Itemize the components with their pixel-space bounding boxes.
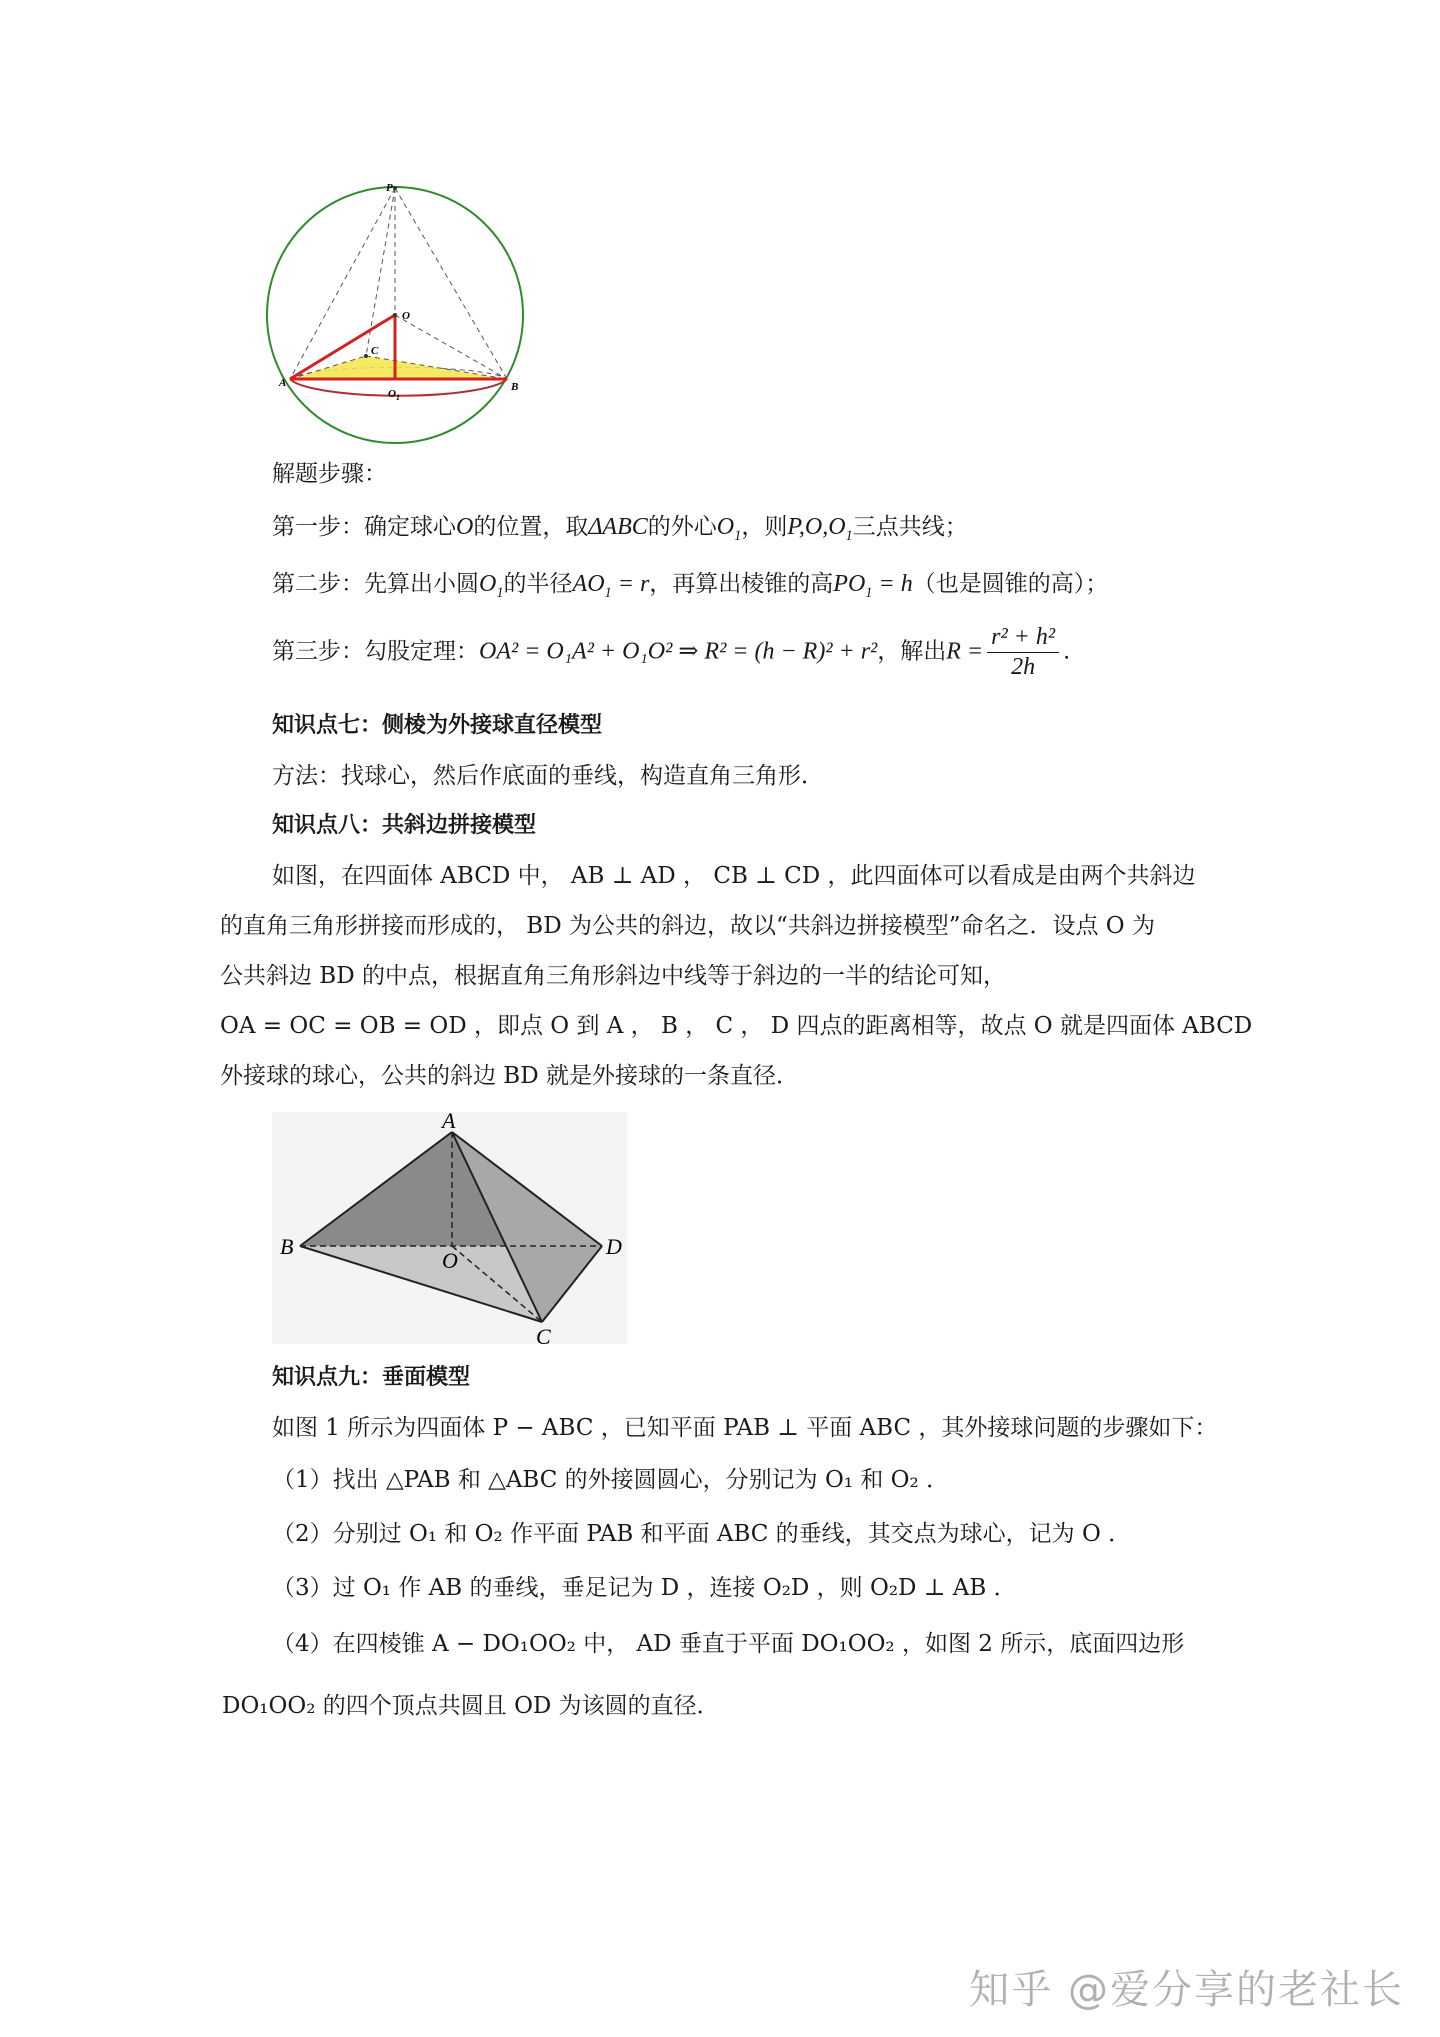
- k9-p5: （4）在四棱锥 A − DO₁OO₂ 中， AD 垂直于平面 DO₁OO₂ ，如图 2 所示，底面四边形: [272, 1631, 1185, 1657]
- step-3: 第三步：勾股定理：OA² = O₁A² + O₁O² ⇒ R² = (h − R)² + r²，解出R = $\frac{\text{r² + h²}}{2h}$ .: [272, 624, 1071, 680]
- label-A: A: [442, 1112, 456, 1133]
- k9-title: 知识点九：垂面模型: [272, 1365, 471, 1390]
- k9-p1: 如图 1 所示为四面体 P − ABC ，已知平面 PAB ⊥ 平面 ABC ，其外接球问题的步骤如下：: [272, 1415, 1218, 1441]
- label-D: D: [606, 1234, 622, 1259]
- k8-p4: OA = OC = OB = OD ，即点 O 到 A ， B ， C ， D 四点的距离相等，故点 O 就是四面体 ABCD: [220, 1013, 1253, 1039]
- label-C: C: [536, 1324, 551, 1344]
- k9-p2: （1）找出 △PAB 和 △ABC 的外接圆圆心，分别记为 O₁ 和 O₂ ．: [272, 1467, 950, 1493]
- sphere-cone-figure: [262, 178, 532, 448]
- label-P: P: [386, 182, 393, 194]
- tetrahedron-figure: [272, 1112, 627, 1344]
- k9-p6: DO₁OO₂ 的四个顶点共圆且 OD 为该圆的直径．: [222, 1693, 720, 1719]
- k8-p3: 公共斜边 BD 的中点，根据直角三角形斜边中线等于斜边的一半的结论可知，: [220, 963, 1006, 989]
- label-O: O: [442, 1248, 458, 1273]
- k7-method: 方法：找球心，然后作底面的垂线，构造直角三角形．: [272, 763, 824, 789]
- label-A: A: [279, 377, 287, 389]
- k7-title: 知识点七：侧棱为外接球直径模型: [272, 713, 603, 738]
- zhihu-watermark: 知乎 @爱分享的老社长: [969, 1967, 1404, 2013]
- k9-p3: （2）分别过 O₁ 和 O₂ 作平面 PAB 和平面 ABC 的垂线，其交点为球心，记为 O ．: [272, 1521, 1132, 1547]
- label-B: B: [280, 1234, 294, 1259]
- step-2: 第二步：先算出小圆$O_1$的半径$AO_1 = r$，再算出棱锥的高$PO_1 = h$（也是圆锥的高）；: [272, 571, 1109, 601]
- k8-p5: 外接球的球心，公共的斜边 BD 就是外接球的一条直径．: [220, 1063, 799, 1089]
- label-O: O: [402, 310, 410, 322]
- label-O1: $O_1$: [388, 388, 400, 402]
- step-1: 第一步：确定球心O的位置，取ΔABC的外心$O_1$，则$P,O,O_1$三点共线；: [272, 514, 968, 544]
- k8-p2: 的直角三角形拼接而形成的， BD 为公共的斜边，故以“共斜边拼接模型”命名之．设点 O 为: [220, 913, 1155, 939]
- k8-title: 知识点八：共斜边拼接模型: [272, 813, 537, 838]
- label-B: B: [511, 381, 519, 393]
- steps-title: 解题步骤：: [272, 461, 387, 487]
- k9-p4: （3）过 O₁ 作 AB 的垂线，垂足记为 D ，连接 O₂D ，则 O₂D ⊥ AB ．: [272, 1575, 1017, 1601]
- label-C: C: [371, 345, 379, 357]
- fraction-R: $\frac{\text{r² + h²}}{2h}$: [987, 624, 1059, 681]
- k8-p1: 如图，在四面体 ABCD 中， AB ⊥ AD ， CB ⊥ CD ，此四面体可以看成是由两个共斜边: [272, 863, 1196, 889]
